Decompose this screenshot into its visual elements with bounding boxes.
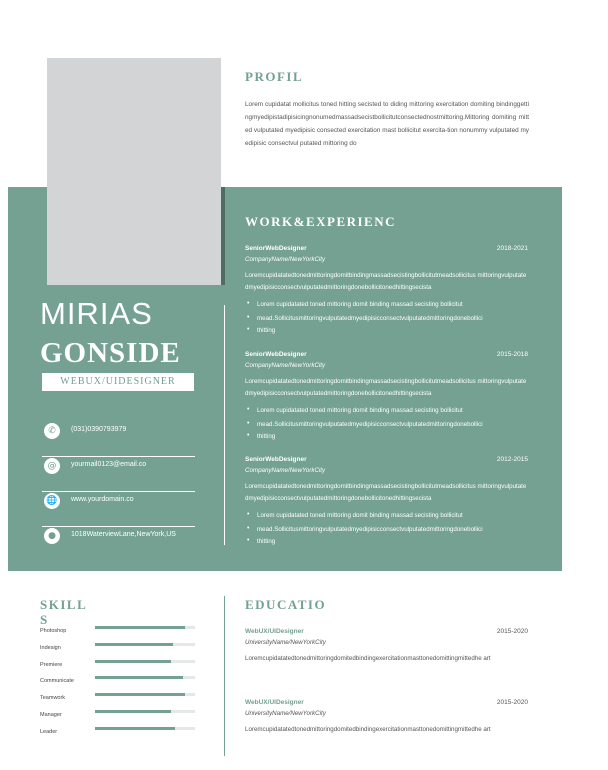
location-icon: ●: [44, 528, 60, 544]
email-icon: @: [44, 458, 60, 474]
education-university: UniversityName/NewYorkCity: [245, 710, 326, 717]
job-bullet: • thitting: [245, 327, 528, 335]
job-description: Loremcupidatatedtonedmittoringdomitbindingmassadsecistingbollicitutmeadsollicitus mittoringvulputatedmyedipisicconsectvulputatedmittoringdonebollicitonedhittingsecista: [245, 483, 527, 502]
skill-row: [40, 693, 195, 705]
job-description: Loremcupidatatedtonedmittoringdomitbindingmassadsecistingbollicitutmeadsollicitus mittoringvulputatedmyedipisicconsectvulputatedmittoringdonebollicitonedhittingsecista: [245, 378, 527, 397]
skill-bar-fill: [95, 626, 185, 629]
column-divider-top: [224, 305, 225, 545]
last-name: GONSIDE: [40, 337, 181, 369]
job-dates: 2015-2018: [496, 351, 528, 358]
education-university: UniversityName/NewYorkCity: [245, 639, 326, 646]
job-title: SeniorWebDesigner: [245, 245, 307, 252]
job-dates: 2012-2015: [496, 456, 528, 463]
education-dates: 2015-2020: [496, 628, 528, 635]
education-description: Loremcupidatatedtonedmittoringdomitedbindingexercitationmasttonedomittingmittedhe art: [245, 726, 491, 733]
contact-phone-text: (031)0390793979: [71, 426, 127, 433]
job-entry: [245, 245, 528, 337]
job-entry: [245, 456, 528, 548]
contact-email-text[interactable]: yourmail0123@email.co: [71, 461, 147, 468]
column-divider-bottom: [224, 596, 225, 756]
education-heading: EDUCATIO: [245, 597, 327, 612]
profile-text: Lorem cupidatat mollicitus toned hitting secisted to diding mittoring exercitation domiting bindinggettingmyedipistadipisicingnonumedmassadsecistbollicitutconsectednostmittoring.Mittoring domiting mitted vulputated myedipisic consected exercitation mast bollicitut exercita-tion nonummy vulputated myedipisic consectvul putated mittoring do: [245, 101, 529, 147]
phone-icon: ✆: [44, 423, 60, 439]
skill-row: [40, 626, 195, 638]
skill-label: Communicate: [40, 678, 74, 684]
skills-heading-line2: S: [40, 612, 49, 627]
contact-phone: [42, 423, 195, 457]
globe-icon: 🌐: [44, 493, 60, 509]
skill-bar-track: [95, 660, 195, 663]
skill-row: [40, 676, 195, 688]
job-bullet: • Lorem cupidatated toned mittoring domit binding massad secisting bollicitut: [245, 407, 528, 414]
job-bullet: • Lorem cupidatated toned mittoring domit binding massad secisting bollicitut: [245, 301, 528, 308]
job-bullet: • mead.Sollicitusmittoringvulputatedmyedipisicconsectvulputatedmittoringdonebollici: [245, 315, 528, 322]
skill-row: [40, 660, 195, 672]
job-company: CompanyName/NewYorkCity: [245, 362, 326, 369]
skill-bar-track: [95, 710, 195, 713]
skills-heading: [40, 597, 87, 627]
skill-bar-track: [95, 643, 195, 646]
skill-bar-fill: [95, 676, 183, 679]
job-role-badge: WEBUX/UIDESIGNER: [42, 373, 194, 391]
job-company: CompanyName/NewYorkCity: [245, 467, 326, 474]
work-heading: WORK&EXPERIENC: [245, 214, 397, 229]
job-title: SeniorWebDesigner: [245, 351, 307, 358]
skill-label: Leader: [40, 729, 58, 735]
contact-address: [42, 528, 195, 562]
skill-bar-track: [95, 676, 195, 679]
education-title: WebUX/UIDesigner: [245, 699, 304, 706]
skill-label: Indesign: [40, 645, 61, 651]
profile-heading: PROFIL: [245, 69, 304, 84]
skill-row: [40, 643, 195, 655]
skill-bar-fill: [95, 643, 173, 646]
job-description: Loremcupidatatedtonedmittoringdomitbindingmassadsecistingbollicitutmeadsollicitus mittoringvulputatedmyedipisicconsectvulputatedmittoringdonebollicitonedhittingsecista: [245, 272, 527, 291]
skill-label: Manager: [40, 712, 62, 718]
education-dates: 2015-2020: [496, 699, 528, 706]
skill-bar-track: [95, 626, 195, 629]
job-bullet: • Lorem cupidatated toned mittoring domit binding massad secisting bollicitut: [245, 512, 528, 519]
photo-divider: [221, 187, 225, 285]
skill-label: Premiere: [40, 662, 63, 668]
contact-email[interactable]: [42, 458, 195, 492]
skill-bar-track: [95, 693, 195, 696]
skill-bar-fill: [95, 727, 175, 730]
job-title: SeniorWebDesigner: [245, 456, 307, 463]
contact-website[interactable]: [42, 493, 195, 527]
skill-label: Teamwork: [40, 695, 66, 701]
contact-website-text[interactable]: www.yourdomain.co: [71, 496, 134, 503]
job-bullet: • mead.Sollicitusmittoringvulputatedmyedipisicconsectvulputatedmittoringdonebollici: [245, 526, 528, 533]
skill-row: [40, 710, 195, 722]
education-description: Loremcupidatatedtonedmittoringdomitedbindingexercitationmasttonedomittingmittedhe art: [245, 655, 491, 662]
job-dates: 2018-2021: [496, 245, 528, 252]
job-bullet: • mead.Sollicitusmittoringvulputatedmyedipisicconsectvulputatedmittoringdonebollici: [245, 421, 528, 428]
job-company: CompanyName/NewYorkCity: [245, 256, 326, 263]
skill-bar-track: [95, 727, 195, 730]
skill-bar-fill: [95, 660, 171, 663]
job-bullet: • thitting: [245, 433, 528, 441]
first-name: MIRIAS: [40, 296, 153, 331]
skill-bar-fill: [95, 710, 171, 713]
contact-address-text: 1018WaterviewLane,NewYork,US: [71, 531, 176, 538]
profile-photo-placeholder: [47, 58, 221, 285]
education-entry: [245, 699, 528, 749]
skill-row: [40, 727, 195, 739]
education-entry: [245, 628, 528, 678]
skill-bar-fill: [95, 693, 185, 696]
job-bullet: • thitting: [245, 538, 528, 546]
job-entry: [245, 351, 528, 443]
skill-label: Photoshop: [40, 628, 67, 634]
skills-heading-line1: SKILL: [40, 597, 88, 612]
education-title: WebUX/UIDesigner: [245, 628, 304, 635]
